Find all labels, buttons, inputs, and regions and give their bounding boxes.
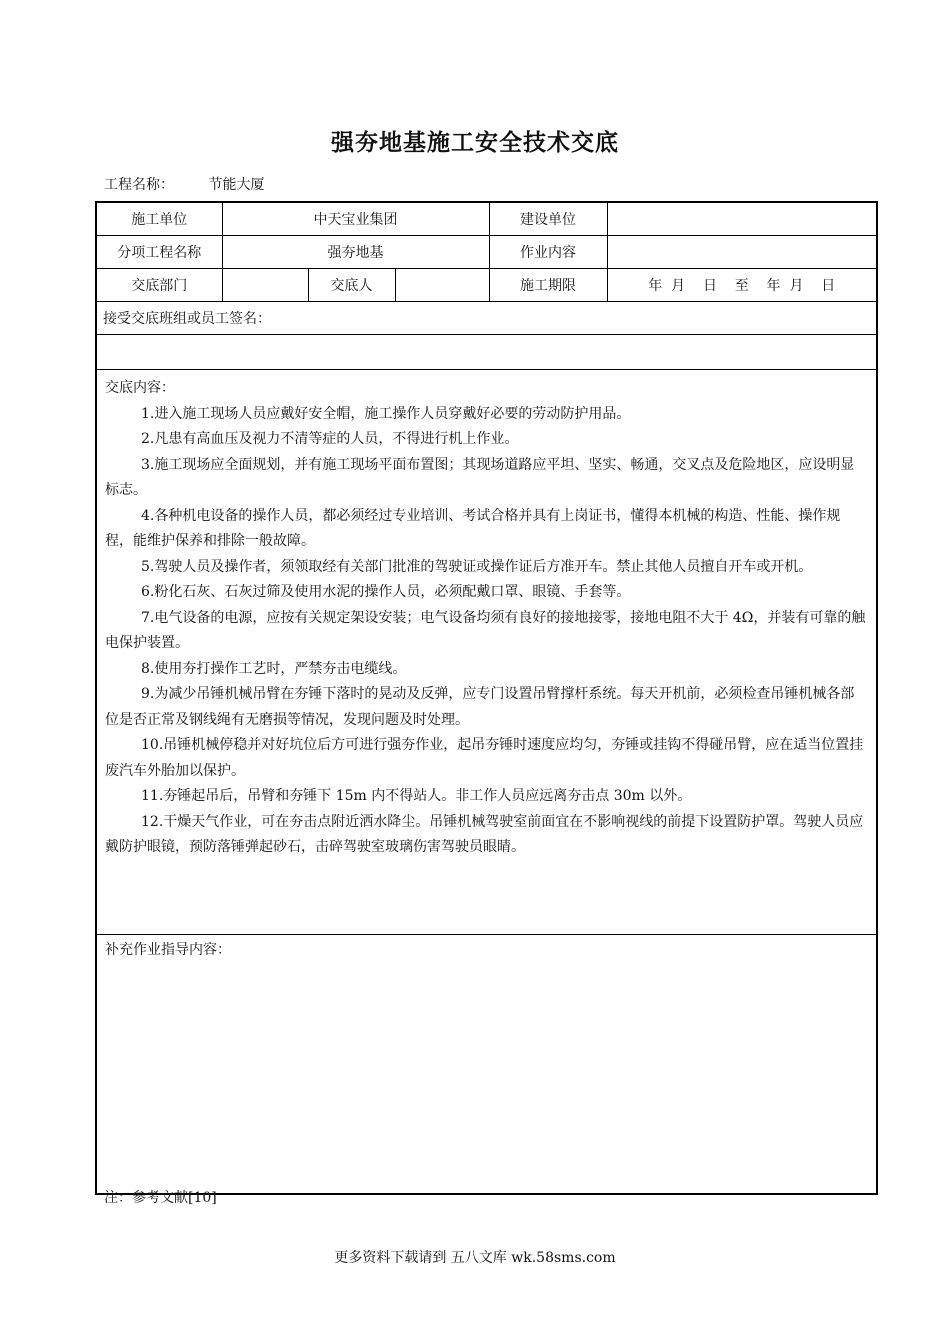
- list-item: 11.夯锤起吊后，吊臂和夯锤下 15m 内不得站人。非工作人员应远离夯击点 30m 以外。: [141, 788, 692, 804]
- list-item: 10.吊锤机械停稳并对好坑位后方可进行强夯作业，起吊夯锤时速度应均匀，夯锤或挂钩不得碰吊臂，应在适当位置挂废汽车外胎加以保护。: [105, 737, 864, 779]
- list-item: 9.为减少吊锤机械吊臂在夯锤下落时的晃动及反弹，应专门设置吊臂撑杆系统。每天开机前，必须检查吊锤机械各部位是否正常及钢线绳有无磨损等情况，发现问题及时处理。: [105, 686, 855, 728]
- construction-period-value: 年 月 日 至 年 月 日: [607, 269, 877, 302]
- project-name-value: 节能大厦: [208, 177, 265, 193]
- table-row: [96, 202, 877, 236]
- signature-label: 接受交底班组或员工签名：: [96, 302, 877, 335]
- supplement-label: 补充作业指导内容：: [105, 942, 231, 958]
- footer-text: 更多资料下载请到 五八文库 wk.58sms.com: [334, 1250, 616, 1266]
- disclosure-table: [95, 201, 878, 1195]
- table-row: [96, 302, 877, 335]
- signature-area: [96, 335, 877, 370]
- table-row: [96, 935, 877, 1195]
- discloser-value: [395, 269, 489, 302]
- construction-period-label: 施工期限: [489, 269, 607, 302]
- list-item: 2.凡患有高血压及视力不清等症的人员，不得进行机上作业。: [141, 431, 519, 447]
- reference-note: 注：参考文献[10]: [104, 1190, 217, 1206]
- work-content-value: [607, 236, 877, 269]
- construction-unit-value: 中天宝业集团: [222, 202, 489, 236]
- sub-project-label: 分项工程名称: [96, 236, 222, 269]
- supplement-content: [96, 935, 877, 1195]
- list-item: 6.粉化石灰、石灰过筛及使用水泥的操作人员，必须配戴口罩、眼镜、手套等。: [141, 584, 631, 600]
- project-name-label: 工程名称：: [104, 177, 174, 193]
- owner-unit-value: [607, 202, 877, 236]
- construction-unit-label: 施工单位: [96, 202, 222, 236]
- discloser-label: 交底人: [308, 269, 395, 302]
- sub-project-value: 强夯地基: [222, 236, 489, 269]
- table-row: [96, 370, 877, 935]
- disclosure-dept-label: 交底部门: [96, 269, 222, 302]
- list-item: 3.施工现场应全面规划，并有施工现场平面布置图；其现场道路应平坦、坚实、畅通，交叉点及危险地区，应设明显标志。: [105, 456, 855, 498]
- table-row: [96, 335, 877, 370]
- list-item: 5.驾驶人员及操作者，须领取经有关部门批准的驾驶证或操作证后方准开车。禁止其他人员擅自开车或开机。: [141, 558, 813, 575]
- content-label: 交底内容：: [105, 380, 175, 396]
- list-item: 1.进入施工现场人员应戴好安全帽，施工操作人员穿戴好必要的劳动防护用品。: [141, 405, 631, 422]
- page-title: 强夯地基施工安全技术交底: [331, 129, 619, 156]
- list-item: 8.使用夯打操作工艺时，严禁夯击电缆线。: [141, 660, 407, 677]
- table-row: [96, 269, 877, 302]
- table-row: [96, 236, 877, 269]
- disclosure-content: [96, 370, 877, 935]
- list-item: 7.电气设备的电源，应按有关规定架设安装；电气设备均须有良好的接地接零，接地电阻不大于 4Ω，并装有可靠的触电保护装置。: [105, 609, 866, 651]
- list-item: 12.干燥天气作业，可在夯击点附近洒水降尘。吊锤机械驾驶室前面宜在不影响视线的前提下设置防护罩。驾驶人员应戴防护眼镜，预防落锤弹起砂石，击碎驾驶室玻璃伤害驾驶员眼睛。: [105, 813, 864, 855]
- list-item: 4.各种机电设备的操作人员，都必须经过专业培训、考试合格并具有上岗证书，懂得本机械的构造、性能、操作规程，能维护保养和排除一般故障。: [105, 507, 841, 549]
- project-name-line: [104, 174, 264, 194]
- work-content-label: 作业内容: [489, 236, 607, 269]
- owner-unit-label: 建设单位: [489, 202, 607, 236]
- disclosure-dept-value: [222, 269, 308, 302]
